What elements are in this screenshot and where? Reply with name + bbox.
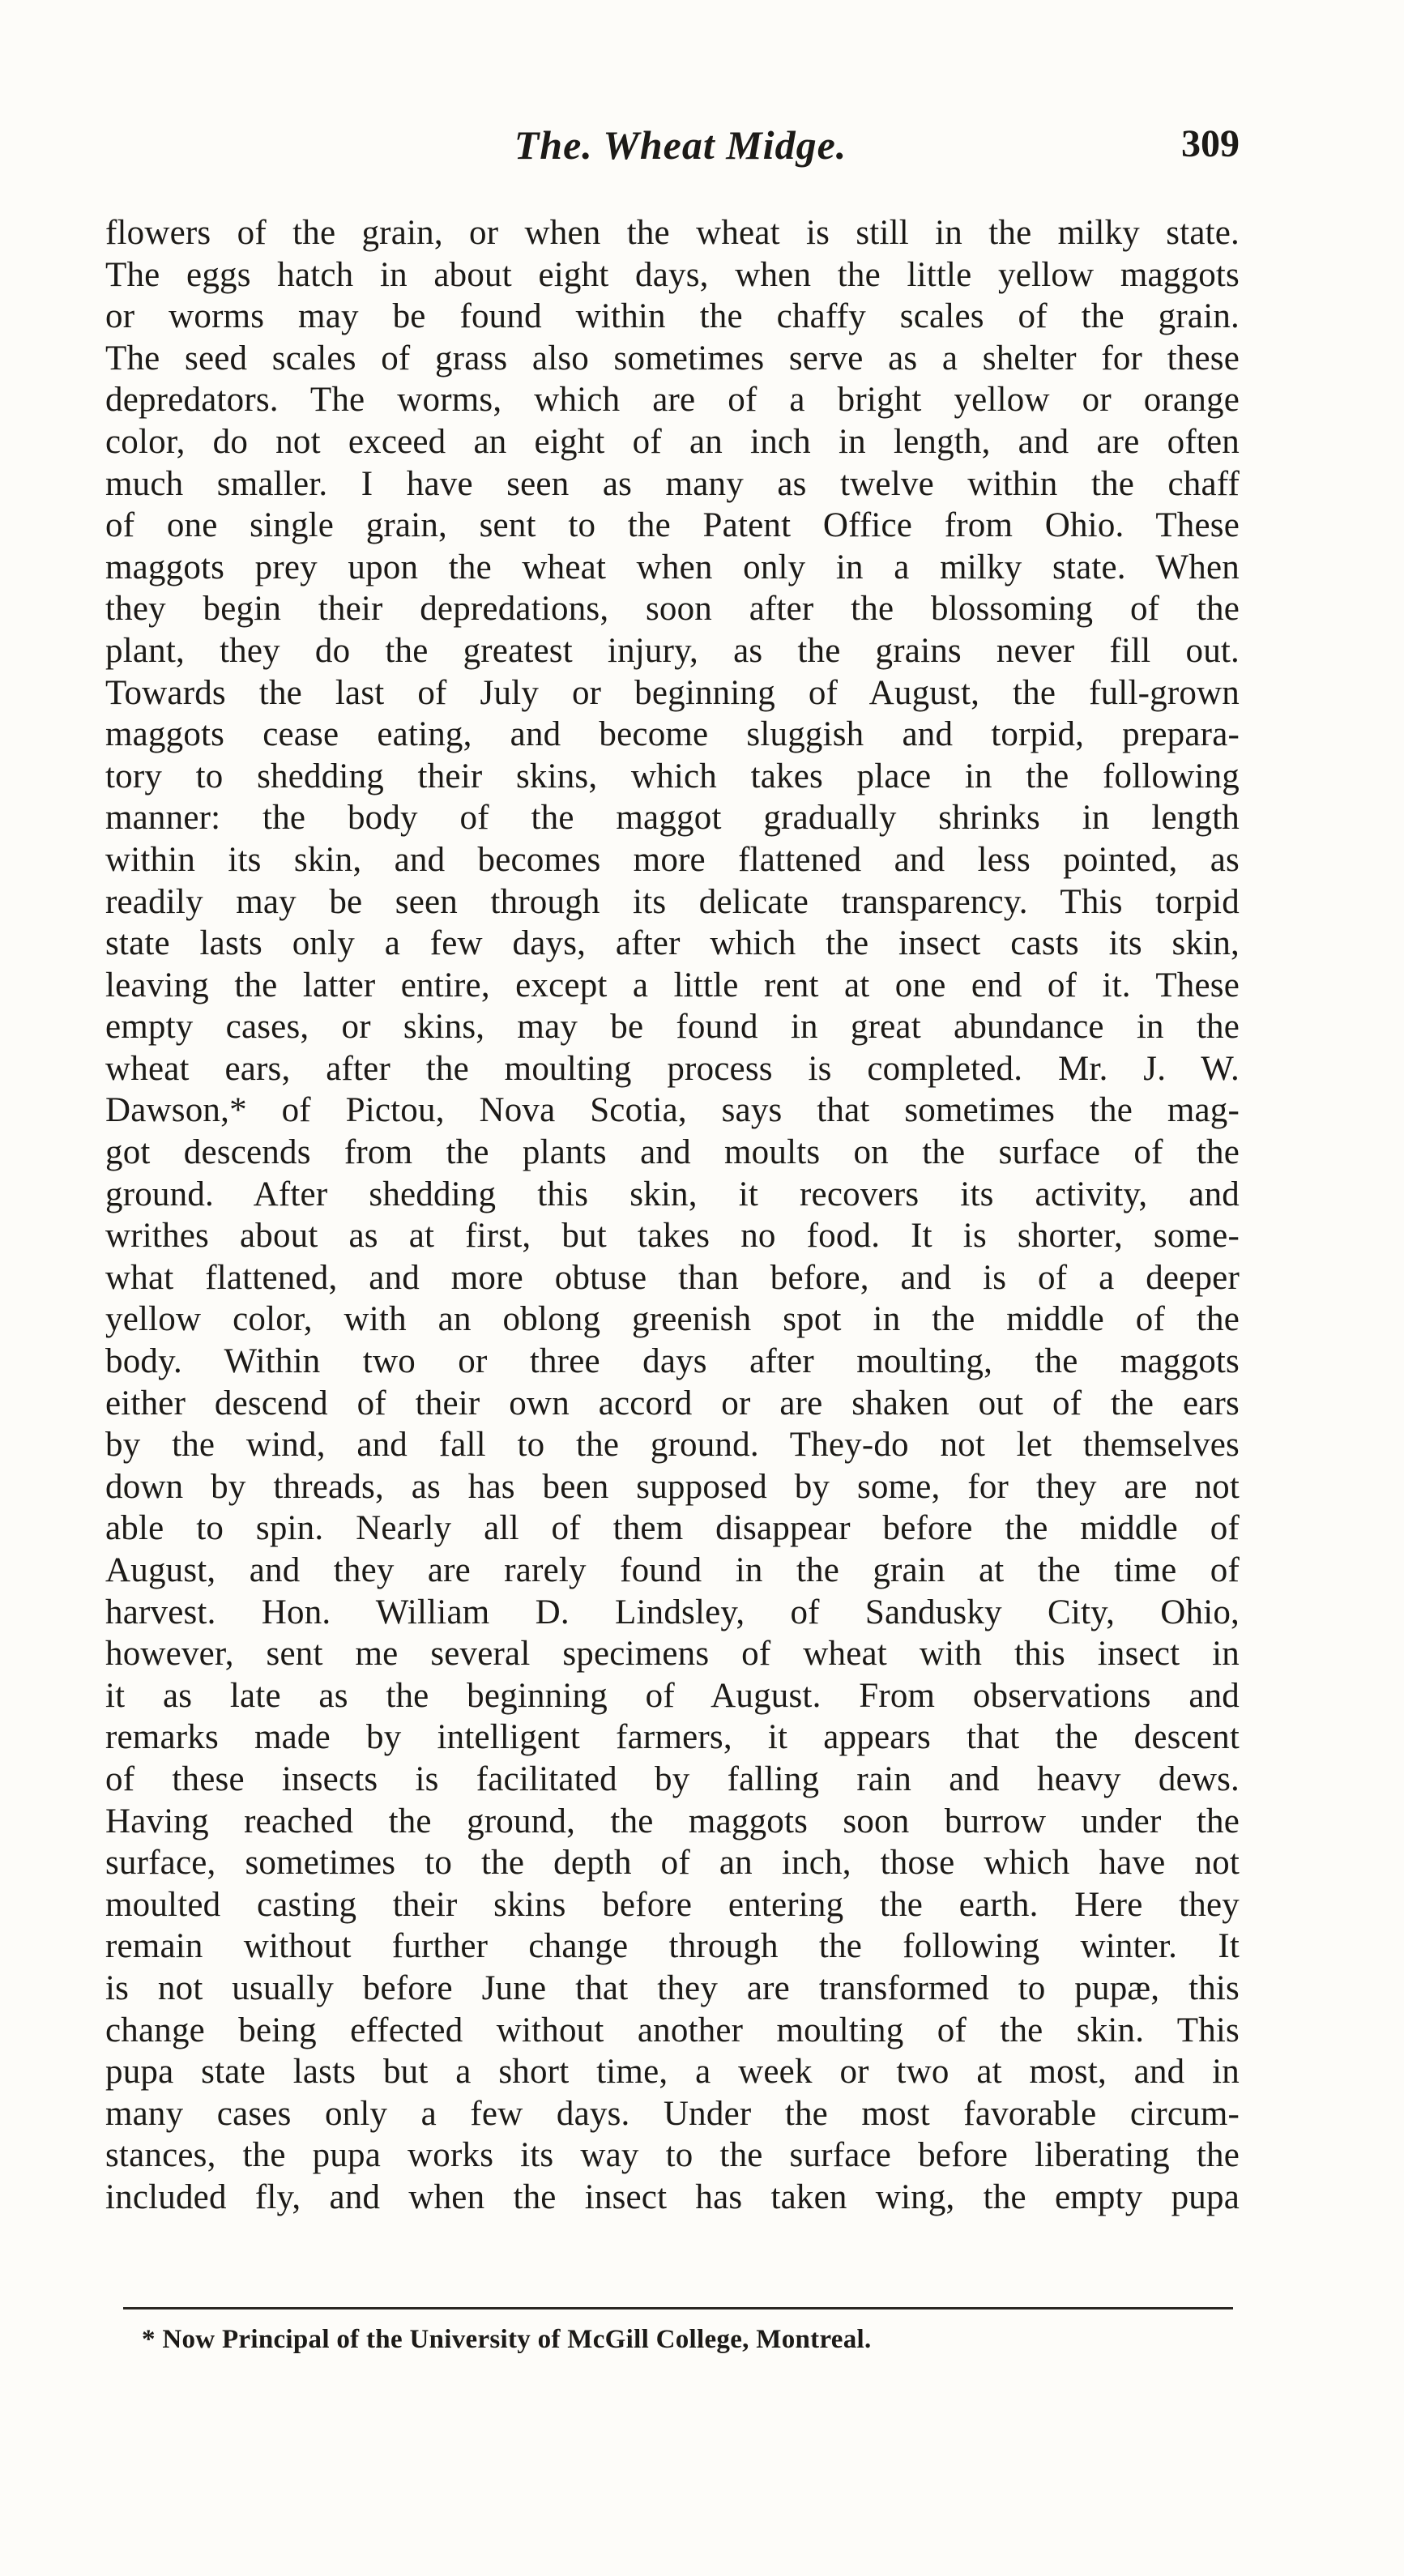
text-line: got descends from the plants and moults on the surface of the: [105, 1133, 1240, 1172]
text-line: moulted casting their skins before entering the earth. Here they: [105, 1885, 1240, 1924]
text-line: harvest. Hon. William D. Lindsley, of Sandusky City, Ohio,: [105, 1593, 1240, 1631]
text-line: yellow color, with an oblong greenish spot in the middle of the: [105, 1300, 1240, 1339]
text-line: Towards the last of July or beginning of August, the full-grown: [105, 673, 1240, 712]
text-line: it as late as the beginning of August. From observations and: [105, 1676, 1240, 1715]
text-line: maggots prey upon the wheat when only in a milky state. When: [105, 548, 1240, 586]
text-line: tory to shedding their skins, which takes place in the following: [105, 757, 1240, 795]
page-number: 309: [1181, 122, 1240, 165]
text-line: flowers of the grain, or when the wheat is still in the milky state.: [105, 214, 1240, 252]
body-text: [105, 212, 1240, 2219]
text-line: many cases only a few days. Under the most favorable circum-: [105, 2094, 1240, 2133]
text-line: within its skin, and becomes more flattened and less pointed, as: [105, 840, 1240, 879]
text-line: surface, sometimes to the depth of an inch, those which have not: [105, 1844, 1240, 1883]
text-line: by the wind, and fall to the ground. They-do not let themselves: [105, 1426, 1240, 1465]
text-line: or worms may be found within the chaffy scales of the grain.: [105, 297, 1240, 336]
footnote-divider: [123, 2307, 1233, 2309]
text-line: The seed scales of grass also sometimes serve as a shelter for these: [105, 339, 1240, 377]
text-line: The eggs hatch in about eight days, when the little yellow maggots: [105, 255, 1240, 294]
text-line: down by threads, as has been supposed by some, for they are not: [105, 1467, 1240, 1506]
text-line: pupa state lasts but a short time, a week or two at most, and in: [105, 2053, 1240, 2092]
text-line: stances, the pupa works its way to the surface before liberating the: [105, 2136, 1240, 2175]
text-line: they begin their depredations, soon after the blossoming of the: [105, 590, 1240, 629]
text-line: able to spin. Nearly all of them disappear before the middle of: [105, 1509, 1240, 1548]
text-line: color, do not exceed an eight of an inch in length, and are often: [105, 422, 1240, 461]
text-line: remarks made by intelligent farmers, it appears that the descent: [105, 1718, 1240, 1757]
text-line: however, sent me several specimens of wheat with this insect in: [105, 1635, 1240, 1674]
text-line: ground. After shedding this skin, it recovers its activity, and: [105, 1175, 1240, 1213]
text-line: either descend of their own accord or are shaken out of the ears: [105, 1384, 1240, 1422]
text-line: manner: the body of the maggot gradually shrinks in length: [105, 799, 1240, 838]
text-line: included fly, and when the insect has taken wing, the empty pupa: [105, 2177, 1240, 2216]
text-line: Dawson,* of Pictou, Nova Scotia, says that sometimes the mag-: [105, 1091, 1240, 1130]
text-line: maggots cease eating, and become sluggish and torpid, prepara-: [105, 715, 1240, 754]
text-line: wheat ears, after the moulting process is completed. Mr. J. W.: [105, 1049, 1240, 1088]
text-line: of one single grain, sent to the Patent Office from Ohio. These: [105, 506, 1240, 545]
page-header: [122, 122, 1240, 178]
running-title: The. Wheat Midge.: [514, 122, 847, 168]
text-line: leaving the latter entire, except a little rent at one end of it. These: [105, 966, 1240, 1004]
text-line: readily may be seen through its delicate transparency. This torpid: [105, 882, 1240, 921]
text-line: plant, they do the greatest injury, as the grains never fill out.: [105, 631, 1240, 670]
text-line: Having reached the ground, the maggots soon burrow under the: [105, 1802, 1240, 1840]
text-line: state lasts only a few days, after which the insect casts its skin,: [105, 924, 1240, 963]
text-line: depredators. The worms, which are of a bright yellow or orange: [105, 381, 1240, 420]
text-line: much smaller. I have seen as many as twelve within the chaff: [105, 464, 1240, 503]
text-line: body. Within two or three days after moulting, the maggots: [105, 1342, 1240, 1381]
text-line: what flattened, and more obtuse than before, and is of a deeper: [105, 1258, 1240, 1297]
text-line: change being effected without another moulting of the skin. This: [105, 2011, 1240, 2049]
text-line: of these insects is facilitated by falling rain and heavy dews.: [105, 1759, 1240, 1798]
text-line: remain without further change through the following winter. It: [105, 1927, 1240, 1966]
text-line: August, and they are rarely found in the grain at the time of: [105, 1551, 1240, 1589]
text-line: writhes about as at first, but takes no food. It is shorter, some-: [105, 1217, 1240, 1256]
text-line: empty cases, or skins, may be found in great abundance in the: [105, 1008, 1240, 1047]
text-line: is not usually before June that they are transformed to pupæ, this: [105, 1968, 1240, 2007]
footnote: * Now Principal of the University of McGill College, Montreal.: [142, 2325, 872, 2354]
